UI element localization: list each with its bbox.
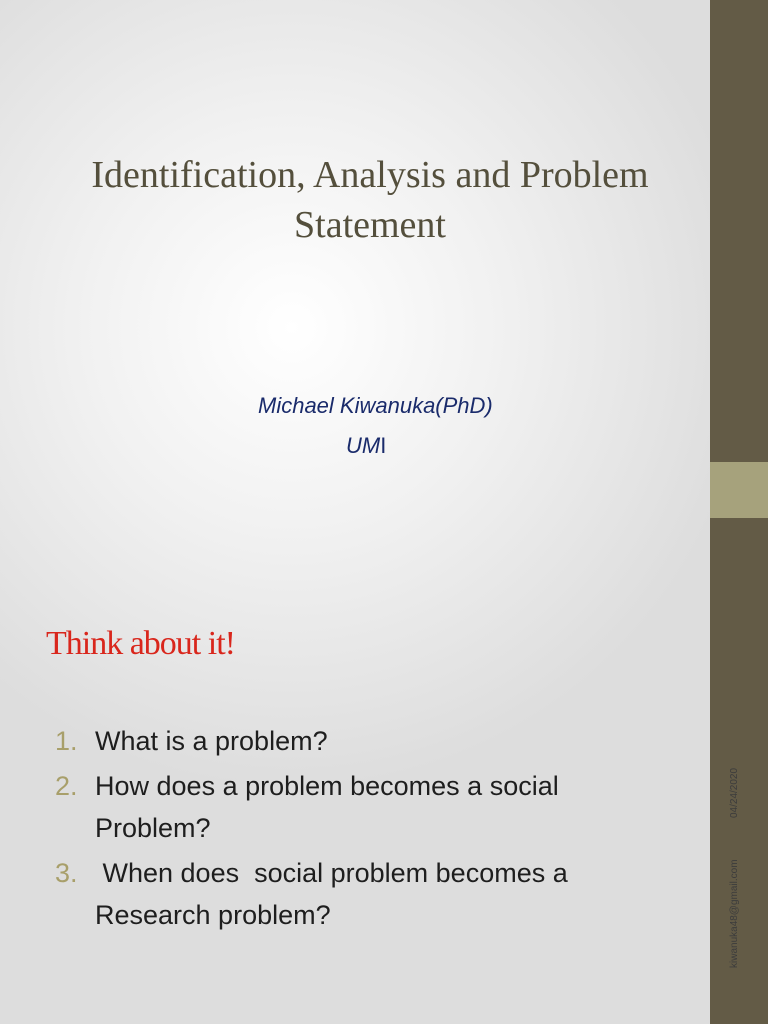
section-heading: Think about it! [46, 625, 235, 662]
question-list [55, 720, 675, 939]
author-affiliation [346, 433, 386, 459]
question-item [55, 765, 675, 849]
question-item [55, 720, 675, 762]
affiliation-suffix: I [380, 433, 387, 458]
question-text-line-1: How does a problem becomes a social [95, 771, 559, 801]
question-number: 1. [55, 726, 78, 756]
question-text-line-2: Problem? [95, 813, 211, 843]
question-number: 2. [55, 771, 78, 801]
slide-title-line-1: Identification, Analysis and Problem [91, 154, 649, 196]
question-number: 3. [55, 858, 78, 888]
slide-title [30, 150, 710, 250]
question-item [55, 852, 675, 936]
author-name: Michael Kiwanuka(PhD) [258, 393, 493, 418]
sidebar-accent-block [710, 462, 768, 518]
slide-title-line-2: Statement [294, 204, 446, 246]
footer-date: 04/24/2020 [729, 767, 740, 818]
footer-email: kiwanuka48@gmail.com [729, 859, 740, 968]
affiliation-prefix: UM [346, 433, 381, 458]
question-text-line-1: What is a problem? [95, 726, 328, 756]
question-text-line-1: When does social problem becomes a [95, 858, 568, 888]
question-text-line-2: Research problem? [95, 900, 331, 930]
